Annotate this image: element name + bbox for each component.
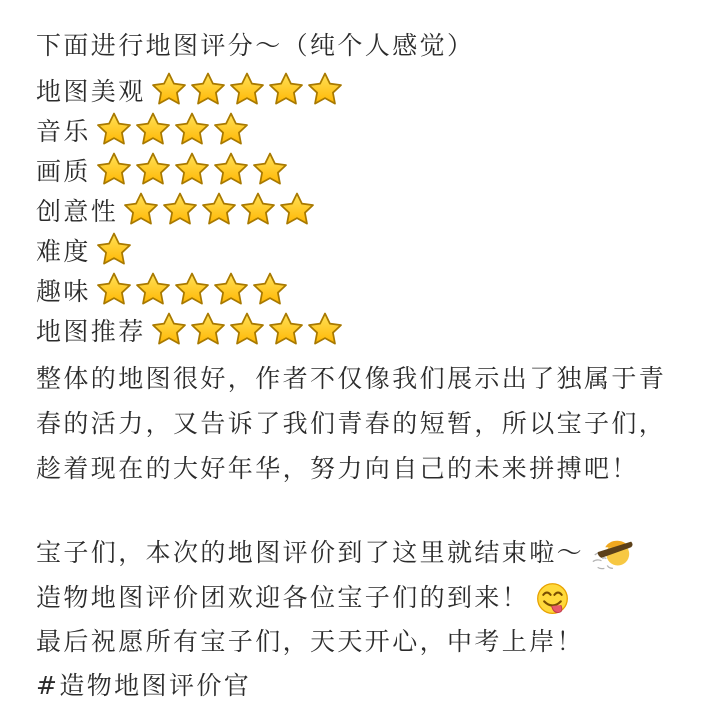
rating-row-difficulty xyxy=(36,230,700,270)
gold-star-icon xyxy=(212,111,250,149)
gold-star-icon xyxy=(95,271,133,309)
star-rating xyxy=(150,71,345,109)
review-line: 春的活力，又告诉了我们青春的短暂，所以宝子们， xyxy=(36,409,667,438)
gold-star-icon xyxy=(306,71,344,109)
gold-star-icon xyxy=(95,111,133,149)
straw-hat-sticker-icon xyxy=(589,532,635,576)
rating-label: 地图美观 xyxy=(36,77,146,106)
star-rating xyxy=(95,231,134,269)
gold-star-icon xyxy=(150,311,188,349)
star-rating xyxy=(95,111,251,149)
gold-star-icon xyxy=(278,191,316,229)
gold-star-icon xyxy=(306,311,344,349)
rating-row-map-aesthetics xyxy=(36,70,700,110)
gold-star-icon xyxy=(267,71,305,109)
gold-star-icon xyxy=(173,111,211,149)
gold-star-icon xyxy=(134,151,172,189)
gold-star-icon xyxy=(173,151,211,189)
rating-row-creativity xyxy=(36,190,700,230)
gold-star-icon xyxy=(200,191,238,229)
tongue-out-emoji-icon xyxy=(534,581,571,618)
gold-star-icon xyxy=(134,271,172,309)
gold-star-icon xyxy=(228,71,266,109)
rating-label: 趣味 xyxy=(36,277,91,306)
gold-star-icon xyxy=(95,151,133,189)
rating-row-recommendation xyxy=(36,310,700,350)
gold-star-icon xyxy=(161,191,199,229)
rating-label: 音乐 xyxy=(36,117,91,146)
review-paragraph xyxy=(36,356,700,491)
closing-text: 宝子们，本次的地图评价到了这里就结束啦～ xyxy=(36,538,585,567)
gold-star-icon xyxy=(189,71,227,109)
hashtag: #造物地图评价官 xyxy=(36,671,252,700)
rating-label: 画质 xyxy=(36,157,91,186)
rating-label: 难度 xyxy=(36,237,91,266)
star-rating xyxy=(95,271,290,309)
gold-star-icon xyxy=(212,271,250,309)
closing-section xyxy=(36,531,700,708)
gold-star-icon xyxy=(251,271,289,309)
gold-star-icon xyxy=(122,191,160,229)
closing-line-wish: 最后祝愿所有宝子们，天天开心，中考上岸！ xyxy=(36,627,585,656)
rating-row-music xyxy=(36,110,700,150)
gold-star-icon xyxy=(212,151,250,189)
closing-line-end xyxy=(36,531,700,576)
rating-label: 创意性 xyxy=(36,197,119,226)
gold-star-icon xyxy=(239,191,277,229)
star-rating xyxy=(150,311,345,349)
post-title: 下面进行地图评分～（纯个人感觉） xyxy=(36,31,475,60)
gold-star-icon xyxy=(267,311,305,349)
review-line: 趁着现在的大好年华，努力向自己的未来拼搏吧！ xyxy=(36,454,639,483)
rating-row-graphics xyxy=(36,150,700,190)
review-line: 整体的地图很好，作者不仅像我们展示出了独属于青 xyxy=(36,364,667,393)
closing-text: 造物地图评价团欢迎各位宝子们的到来！ xyxy=(36,583,530,612)
gold-star-icon xyxy=(95,231,133,269)
star-rating xyxy=(95,151,290,189)
closing-line-welcome xyxy=(36,576,700,620)
rating-row-fun xyxy=(36,270,700,310)
star-rating xyxy=(122,191,317,229)
gold-star-icon xyxy=(134,111,172,149)
gold-star-icon xyxy=(150,71,188,109)
gold-star-icon xyxy=(189,311,227,349)
gold-star-icon xyxy=(251,151,289,189)
rating-label: 地图推荐 xyxy=(36,317,146,346)
gold-star-icon xyxy=(173,271,211,309)
gold-star-icon xyxy=(228,311,266,349)
